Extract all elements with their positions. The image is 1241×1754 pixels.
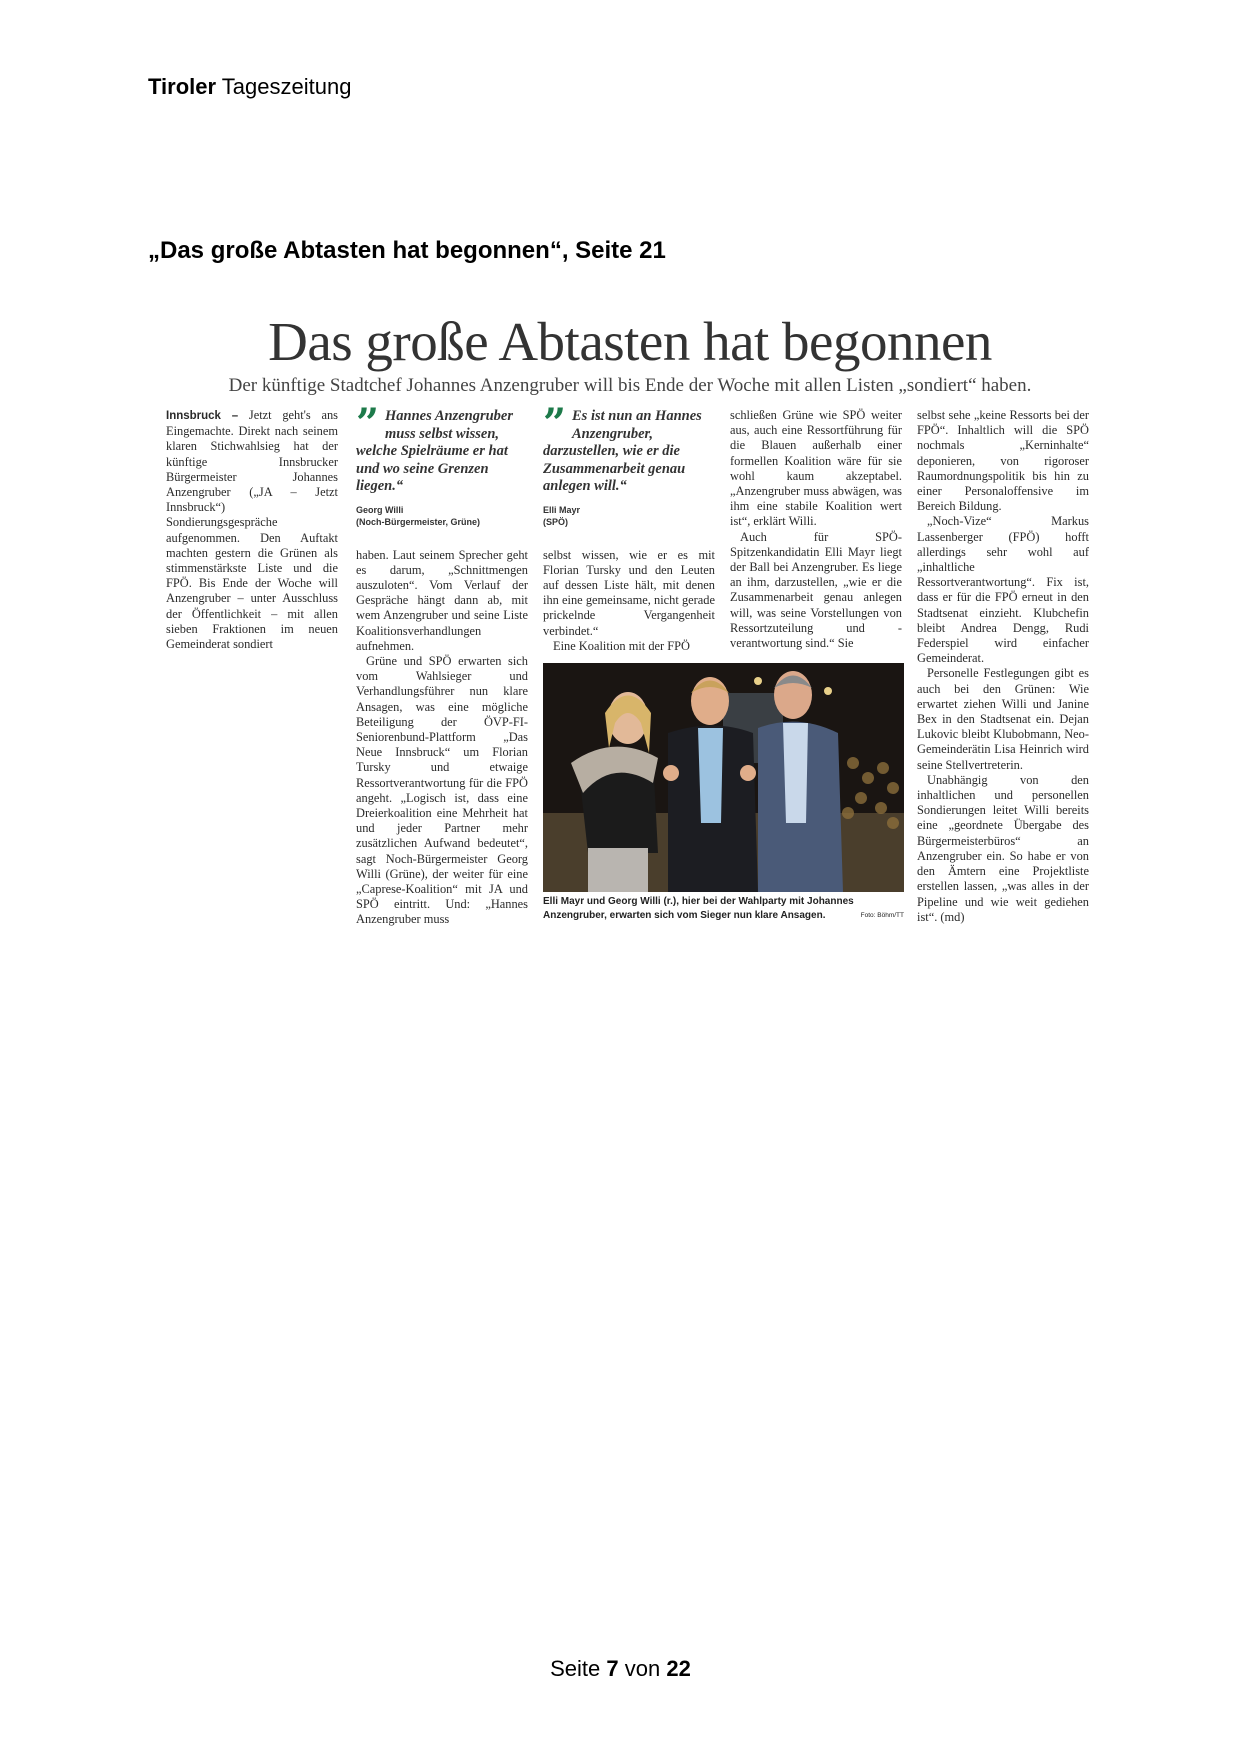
column-1 bbox=[166, 408, 338, 652]
article-reference: „Das große Abtasten hat begonnen“, Seite 21 bbox=[148, 237, 666, 264]
paragraph: Unabhängig von den inhaltlichen und personellen Sondierungen leitet Willi bereits eine „geordnete Übergabe des Bürgermeisterbüros“ an Anzengruber ein. So habe er von den Ämtern eine Projektliste erstellen lassen, „was alles in der Pipeline und wie weit gediehen ist“. (md) bbox=[917, 772, 1089, 924]
paragraph: Grüne und SPÖ erwarten sich vom Wahlsieger und Verhandlungsführer nun klare Ansagen, was eine mögliche Beteiligung der ÖVP-FI-Seniorenbund-Plattform „Das Neue Innsbruck“ um Florian Tursky und etwaige Ressortverantwortung für die FPÖ angeht. „Logisch ist, dass eine Dreierkoalition eine Mehrheit hat und jeder Partner mehr zusätzlichen Aufwand bedeutet“, sagt Noch-Bürgermeister Georg Willi (Grüne), der weiter für eine „Caprese-Koalition“ mit JA und SPÖ eintritt. Und: „Hannes Anzengruber muss bbox=[356, 653, 528, 927]
paragraph: selbst sehe „keine Ressorts bei der FPÖ“. Inhaltlich will die SPÖ nochmals „Kerninhalte“ deponieren, von rigoroser Raumordnungspolitik bis hin zu einer Personaloffensive im Bereich Bildung. bbox=[917, 408, 1089, 514]
column-2 bbox=[356, 400, 528, 928]
article-photo bbox=[543, 663, 904, 892]
dateline: Innsbruck – bbox=[166, 410, 239, 422]
publication-name bbox=[148, 74, 351, 100]
column-3 bbox=[543, 400, 715, 654]
publication-name-bold: Tiroler bbox=[148, 74, 217, 99]
photo-caption bbox=[543, 895, 904, 923]
page-separator: von bbox=[624, 1656, 661, 1681]
quote-text: Es ist nun an Hannes Anzengruber, darzustellen, wie er die Zusammenarbeit genau anlegen will.“ bbox=[543, 408, 702, 494]
paragraph: schließen Grüne wie SPÖ weiter aus, auch eine Ressortführung für die Blauen außerhalb einer formellen Koalition wäre für sie wohl kaum akzeptabel. „Anzengruber muss abwägen, was ihm eine stabile Koalition wert ist“, erklärt Willi. bbox=[730, 408, 902, 529]
paragraph: Personelle Festlegungen gibt es auch bei den Grünen: Wie erwartet ziehen Willi und Janine Bex in den Stadtsenat ein. Dejan Lukovic bleibt Klubobmann, Neo-Gemeinderätin Lisa Heinrich wird seine Stellvertreterin. bbox=[917, 666, 1089, 772]
pull-quote bbox=[543, 400, 715, 496]
deck: Der künftige Stadtchef Johannes Anzengruber will bis Ende der Woche mit allen Listen „sondiert“ haben. bbox=[228, 375, 1032, 396]
headline: Das große Abtasten hat begonnen bbox=[268, 311, 992, 372]
column-4 bbox=[730, 408, 902, 651]
page-prefix: Seite bbox=[550, 1656, 601, 1681]
paragraph: Eine Koalition mit der FPÖ bbox=[553, 638, 690, 653]
paragraph-text: Jetzt geht's ans Eingemachte. Direkt nach seinem klaren Stichwahlsieg hat der künftige Innsbrucker Bürgermeister Johannes Anzengruber („JA – Jetzt Innsbruck“) Sondierungsgespräche aufgenommen. Den Auftakt machten gestern die Grünen als stimmenstärkste Liste und die FPÖ. Bis Ende der Woche will Anzengruber – unter Ausschluss der Öffentlichkeit – mit allen sieben Fraktionen im neuen Gemeinderat sondiert bbox=[166, 408, 338, 652]
newspaper-clipping bbox=[160, 300, 1100, 930]
quote-mark-icon: ” bbox=[543, 400, 567, 447]
total-pages: 22 bbox=[666, 1656, 691, 1681]
photo-credit: Foto: Böhm/TT bbox=[860, 912, 904, 919]
paragraph: „Noch-Vize“ Markus Lassenberger (FPÖ) hofft allerdings sehr wohl auf „inhaltliche Ressortverantwortung“. Fix ist, dass er für die FPÖ erneut in den Stadtsenat einzieht. Klubchefin bleibt Andrea Dengg, Rudi Federspiel wird einfacher Gemeinderat. bbox=[917, 514, 1089, 666]
quote-name: Elli Mayr bbox=[543, 504, 581, 515]
current-page: 7 bbox=[606, 1656, 619, 1681]
page-number bbox=[0, 1656, 1241, 1682]
paragraph bbox=[166, 408, 338, 652]
quote-role: (Noch-Bürgermeister, Grüne) bbox=[356, 516, 481, 527]
quote-name: Georg Willi bbox=[356, 504, 404, 515]
quote-source bbox=[356, 504, 528, 528]
quote-role: (SPÖ) bbox=[543, 516, 569, 527]
quote-source bbox=[543, 504, 715, 528]
quote-mark-icon: ” bbox=[356, 400, 380, 447]
paragraph: selbst wissen, wie er es mit Florian Tursky und den Leuten auf dessen Liste hält, mit denen ihn eine gemeinsame, nicht gerade prickelnde Vergangenheit verbindet.“ bbox=[543, 547, 715, 638]
quote-text: Hannes Anzengruber muss selbst wissen, welche Spielräume er hat und wo seine Grenzen liegen.“ bbox=[356, 408, 514, 494]
publication-name-rest: Tageszeitung bbox=[221, 74, 352, 99]
caption-text: Elli Mayr und Georg Willi (r.), hier bei der Wahlparty mit Johannes Anzengruber, erwarten sich vom Sieger nun klare Ansagen. bbox=[543, 896, 854, 921]
column-5 bbox=[917, 408, 1089, 925]
photo-illustration bbox=[543, 663, 904, 892]
paragraph: haben. Laut seinem Sprecher geht es darum, „Schnittmengen auszuloten“. Vom Verlauf der Gespräche hängt dann ab, mit wem Anzengruber und seine Liste Koalitionsverhandlungen aufnehmen. bbox=[356, 547, 528, 653]
paragraph: Auch für SPÖ-Spitzenkandidatin Elli Mayr liegt der Ball bei Anzengruber. Es liege an ihm, darzustellen, „wie er die Zusammenarbeit genau anlegen will, was seine Vorstellungen von Ressortzuteilung und -verantwortung sind.“ Sie bbox=[730, 529, 902, 651]
pull-quote bbox=[356, 400, 528, 496]
